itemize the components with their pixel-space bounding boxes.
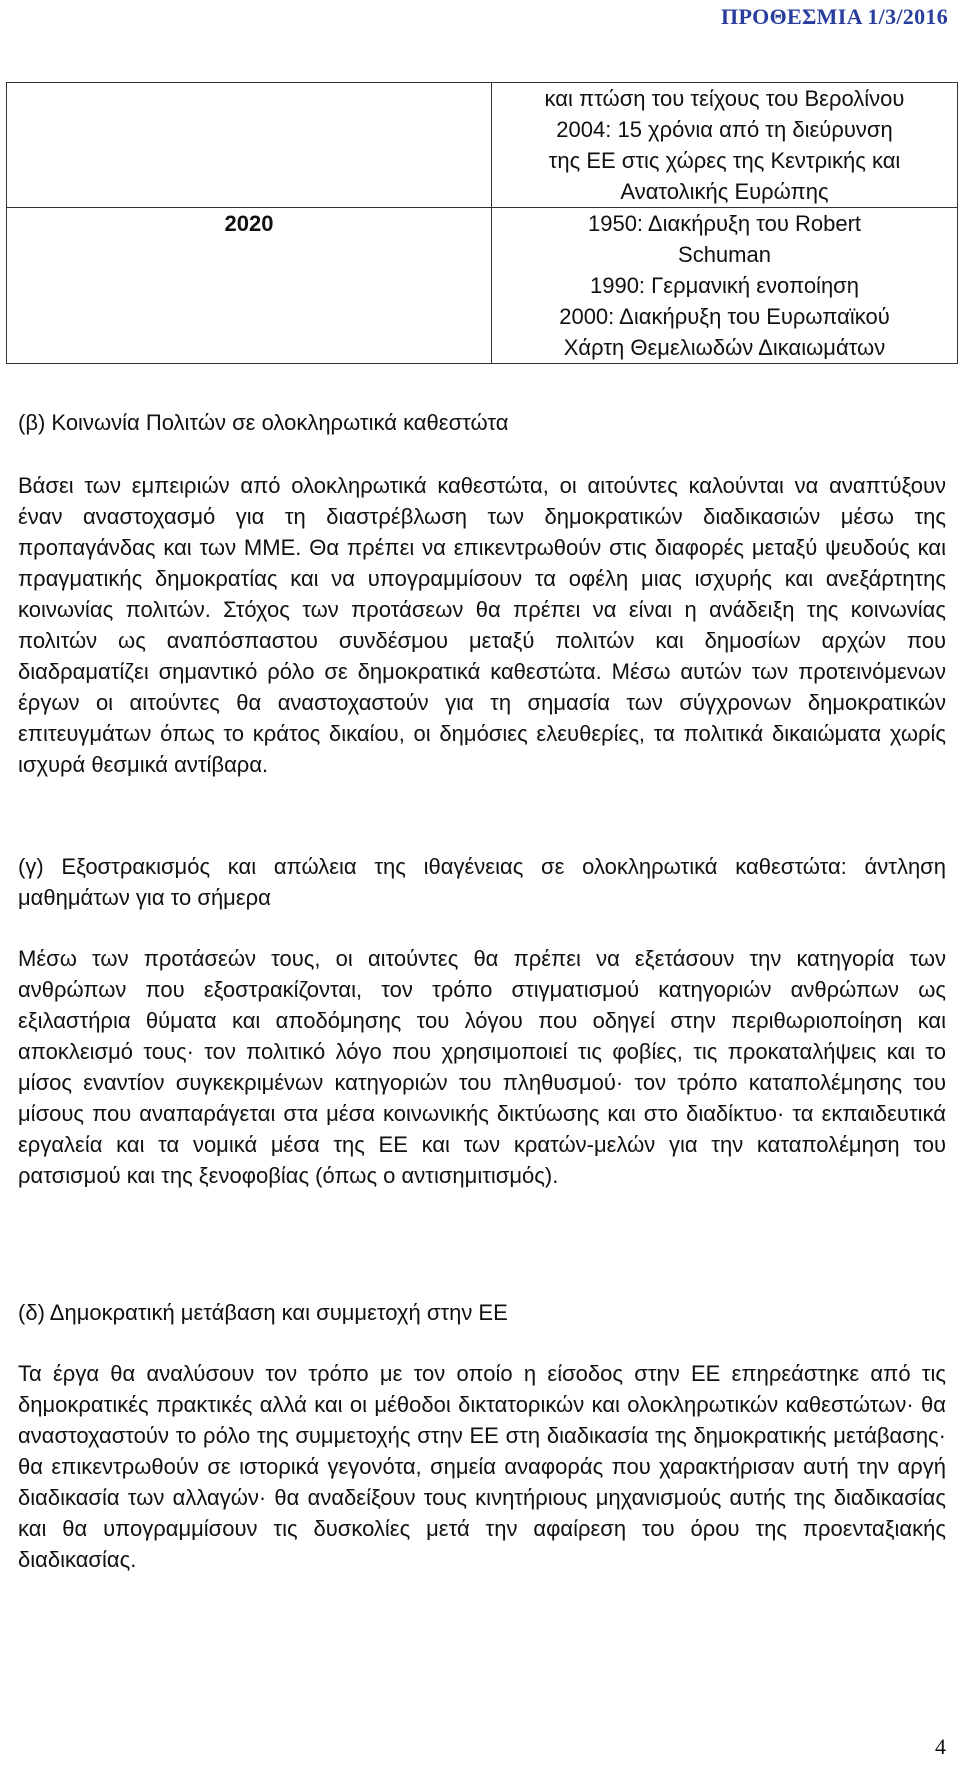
section-b-paragraph: Βάσει των εμπειριών από ολοκληρωτικά καθεστώτα, οι αιτούντες καλούνται να αναπτύξουν έναν αναστοχασμό για τη διαστρέβλωση των δημοκρατικών διαδικασιών μέσω της προπαγάνδας και των ΜΜΕ. Θα πρέπει να επικεντρωθούν στις διαφορές μεταξύ ψευδούς και πραγματικής δημοκρατίας και να υπογραμμίσουν τα οφέλη μιας ισχυρής και ανεξάρτητης κοινωνίας πολιτών. Στόχος των προτάσεων θα πρέπει να είναι η ανάδειξη της κοινωνίας πολιτών ως αναπόσπαστου συνδέσμου μεταξύ πολιτών και δημοσίων αρχών που διαδραματίζει σημαντικό ρόλο σε δημοκρατικά καθεστώτα. Μέσω αυτών των προτεινόμενων έργων οι αιτούντες θα αναστοχαστούν για τη σημασία των σύγχρονων δημοκρατικών επιτευγμάτων όπως το κράτος δικαίου, οι δημόσιες ελευθερίες, τα πολιτικά δικαιώματα χωρίς ισχυρά θεσμικά αντίβαρα. — [18, 473, 946, 777]
timeline-table — [6, 82, 958, 364]
section-c-paragraph: Μέσω των προτάσεών τους, οι αιτούντες θα πρέπει να εξετάσουν την κατηγορία των ανθρώπων που εξοστρακίζονται, τον τρόπο στιγματισμού κατηγοριών ανθρώπων ως εξιλαστήρια θύματα και αποδόμησης του λόγου που οδηγεί στην περιθωριοποίηση και αποκλεισμό τους· τον πολιτικό λόγο που χρησιμοποιεί τις φοβίες, τις προκαταλήψεις και το μίσος εναντίον συγκεκριμένων κατηγοριών του πληθυσμού· τον τρόπο καταπολέμησης του μίσους που αναπαράγεται στα μέσα κοινωνικής δικτύωσης και στο διαδίκτυο· τα εκπαιδευτικά εργαλεία και τα νομικά μέσα της ΕΕ και των κρατών-μελών για την καταπολέμηση του ρατσισμού και της ξενοφοβίας (όπως ο αντισημιτισμός). — [18, 946, 946, 1188]
table-row — [7, 208, 958, 364]
event-line: Ανατολικής Ευρώπης — [620, 179, 829, 204]
section-d-paragraph: Τα έργα θα αναλύσουν τον τρόπο με τον οποίο η είσοδος στην ΕΕ επηρεάστηκε από τις δημοκρατικές πρακτικές αλλά και οι μέθοδοι δικτατορικών και ολοκληρωτικών καθεστώτων· θα αναστοχαστούν το ρόλο της συμμετοχής στην ΕΕ στη διαδικασία της δημοκρατικής μετάβασης· θα επικεντρωθούν σε ιστορικά γεγονότα, σημεία αναφοράς που χαρακτήρισαν αυτή την αργή διαδικασία των αλλαγών· θα αναδείξουν τους κινητήριους μηχανισμούς αυτής της διαδικασίας και θα υπογραμμίσουν τις δυσκολίες μετά την αφαίρεση του όρου της προενταξιακής διαδικασίας. — [18, 1361, 946, 1572]
event-line: και πτώση του τείχους του Βερολίνου — [544, 86, 905, 111]
event-line: 1990: Γερμανική ενοποίηση — [589, 273, 859, 298]
section-d-heading: (δ) Δημοκρατική μετάβαση και συμμετοχή στην ΕΕ — [18, 1300, 508, 1325]
deadline-header: ΠΡΟΘΕΣΜΙΑ 1/3/2016 — [721, 4, 948, 29]
event-line: της ΕΕ στις χώρες της Κεντρικής και — [548, 148, 901, 173]
event-line: 2004: 15 χρόνια από τη διεύρυνση — [556, 117, 893, 142]
table-row — [7, 83, 958, 208]
page-number: 4 — [935, 1734, 946, 1759]
year-cell — [7, 83, 492, 208]
events-cell — [492, 83, 958, 208]
event-line: 1950: Διακήρυξη του Robert — [587, 211, 862, 236]
year-cell: 2020 — [7, 208, 492, 364]
event-line: Χάρτη Θεμελιωδών Δικαιωμάτων — [563, 335, 886, 360]
events-cell — [492, 208, 958, 364]
section-b-heading: (β) Κοινωνία Πολιτών σε ολοκληρωτικά καθεστώτα — [18, 410, 509, 435]
section-c-heading: (γ) Εξοστρακισμός και απώλεια της ιθαγένειας σε ολοκληρωτικά καθεστώτα: άντληση μαθημάτων για το σήμερα — [18, 854, 946, 910]
event-line: Schuman — [678, 242, 771, 267]
event-line: 2000: Διακήρυξη του Ευρωπαϊκού — [559, 304, 890, 329]
